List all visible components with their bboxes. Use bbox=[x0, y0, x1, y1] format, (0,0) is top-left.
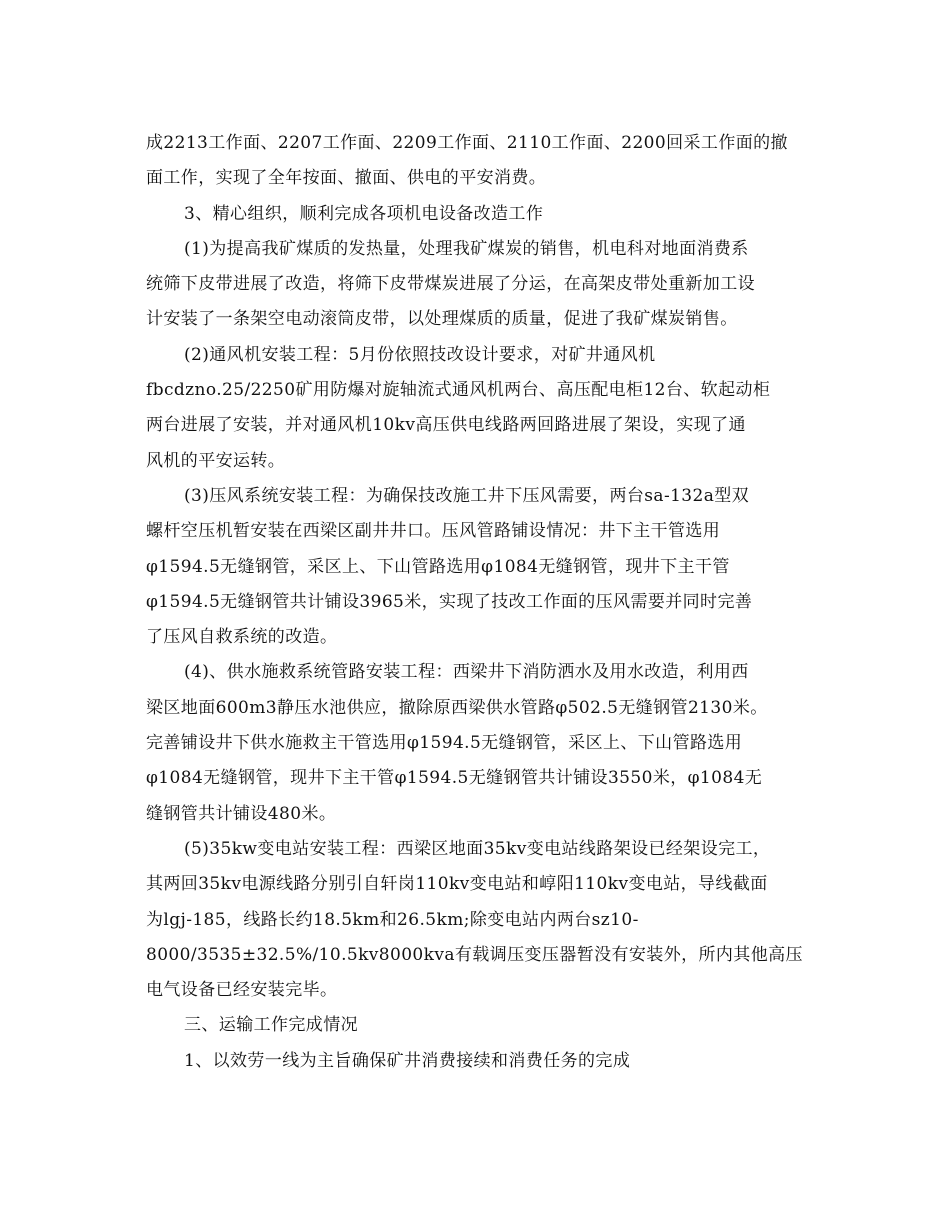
text-line: 梁区地面600m3静压水池供应，撤除原西梁供水管路φ502.5无缝钢管2130米。 bbox=[146, 697, 768, 718]
text-line: (4)、供水施救系统管路安装工程：西梁井下消防洒水及用水改造，利用西 bbox=[184, 662, 749, 683]
text-line: φ1594.5无缝钢管共计铺设3965米，实现了技改工作面的压风需要并同时完善 bbox=[146, 591, 753, 612]
text-line: 完善铺设井下供水施救主干管选用φ1594.5无缝钢管，采区上、下山管路选用 bbox=[146, 733, 743, 754]
text-line: 面工作，实现了全年按面、撤面、供电的平安消费。 bbox=[146, 168, 547, 189]
text-line: 电气设备已经安装完毕。 bbox=[146, 980, 338, 1001]
text-line: 三、运输工作完成情况 bbox=[184, 1015, 358, 1036]
text-line: 8000/3535±32.5%/10.5kv8000kva有载调压变压器暂没有安装外，所内其他高压 bbox=[146, 944, 803, 965]
text-line: φ1594.5无缝钢管，采区上、下山管路选用φ1084无缝钢管，现井下主干管 bbox=[146, 556, 730, 577]
text-line: 统筛下皮带进展了改造，将筛下皮带煤炭进展了分运，在高架皮带处重新加工设 bbox=[146, 274, 755, 295]
text-line: 缝钢管共计铺设480米。 bbox=[146, 803, 337, 824]
text-line: (5)35kw变电站安装工程：西梁区地面35kv变电站线路架设已经架设完工， bbox=[184, 838, 771, 859]
text-line: (1)为提高我矿煤质的发热量，处理我矿煤炭的销售，机电科对地面消费系 bbox=[184, 238, 749, 259]
text-line: (2)通风机安装工程：5月份依照技改设计要求，对矿井通风机 bbox=[184, 344, 656, 365]
text-line: 风机的平安运转。 bbox=[146, 450, 286, 471]
text-line: (3)压风系统安装工程：为确保技改施工井下压风需要，两台sa-132a型双 bbox=[184, 485, 750, 506]
text-line: 其两回35kv电源线路分别引自轩岗110kv变电站和崞阳110kv变电站，导线截面 bbox=[146, 874, 768, 895]
text-line: 1、以效劳一线为主旨确保矿井消费接续和消费任务的完成 bbox=[184, 1050, 631, 1071]
text-line: 两台进展了安装，并对通风机10kv高压供电线路两回路进展了架设，实现了通 bbox=[146, 415, 746, 436]
text-line: 螺杆空压机暂安装在西梁区副井井口。压风管路铺设情况：井下主干管选用 bbox=[146, 521, 721, 542]
document-body bbox=[146, 126, 811, 1079]
text-line: fbcdzno.25/2250矿用防爆对旋轴流式通风机两台、高压配电柜12台、软起动柜 bbox=[146, 380, 771, 401]
text-line: 为lgj-185，线路长约18.5km和26.5km;除变电站内两台sz10- bbox=[146, 909, 639, 930]
text-line: 了压风自救系统的改造。 bbox=[146, 627, 338, 648]
text-line: 成2213工作面、2207工作面、2209工作面、2110工作面、2200回采工作面的撤 bbox=[146, 133, 788, 153]
text-line: 3、精心组织，顺利完成各项机电设备改造工作 bbox=[184, 203, 544, 224]
text-line: 计安装了一条架空电动滚筒皮带，以处理煤质的质量，促进了我矿煤炭销售。 bbox=[146, 309, 738, 330]
text-line: φ1084无缝钢管，现井下主干管φ1594.5无缝钢管共计铺设3550米，φ1084无 bbox=[146, 768, 763, 789]
